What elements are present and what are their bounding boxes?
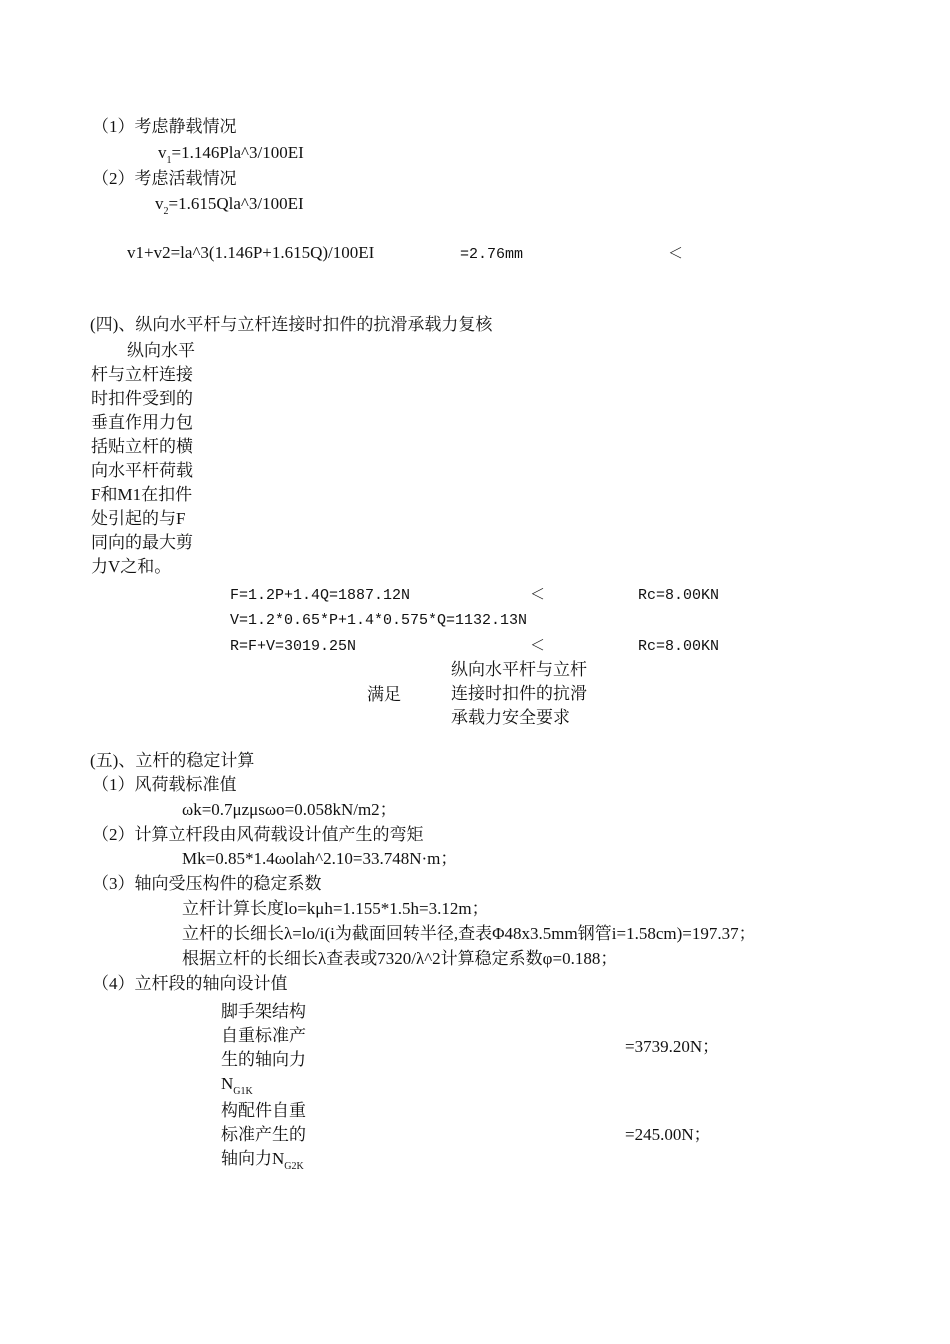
item-static-load: （1）考虑静载情况: [92, 117, 237, 136]
ng2k-line: 标准产生的: [221, 1125, 306, 1144]
desc-line: 杆与立杆连接: [91, 365, 193, 384]
v2-symbol: v: [155, 194, 164, 213]
ng2k-line: 构配件自重: [221, 1101, 306, 1120]
slenderness-formula: 立杆的长细长λ=lo/i(i为截面回转半径,查表Φ48x3.5mm钢管i=1.58cm)=197.37；: [182, 924, 756, 943]
desc-line: 处引起的与F: [91, 509, 186, 528]
v1-subscript: 1: [166, 155, 172, 166]
result-line: 纵向水平杆与立杆: [451, 660, 587, 679]
item-wind-moment: （2）计算立杆段由风荷载设计值产生的弯矩: [92, 825, 424, 844]
clamp-limit-1: Rc=8.00KN: [638, 587, 720, 604]
desc-line: F和M1在扣件: [91, 485, 193, 504]
ng1k-symbol-main: N: [221, 1074, 234, 1093]
ng1k-symbol: [221, 1072, 331, 1099]
result-line: 承载力安全要求: [451, 708, 570, 727]
ng1k-line: 生的轴向力: [221, 1050, 306, 1069]
desc-line: 垂直作用力包: [91, 413, 193, 432]
ng1k-description: [221, 1000, 331, 1099]
ng2k-description: [221, 1099, 331, 1174]
desc-line: 括贴立杆的横: [91, 437, 193, 456]
wind-load-formula: ωk=0.7μzμsωo=0.058kN/m2；: [182, 800, 397, 819]
deflection-sum-value: =2.76mm: [460, 246, 524, 263]
ng2k-value: =245.00N；: [625, 1125, 711, 1144]
section4-description: [91, 339, 215, 579]
ng2k-symbol: [221, 1147, 331, 1174]
deflection-sum-expression: v1+v2=la^3(1.146P+1.615Q)/100EI: [127, 243, 375, 262]
item-wind-load: （1）风荷载标准值: [92, 775, 237, 794]
clamp-limit-3: Rc=8.00KN: [638, 638, 720, 655]
clamp-compare-3: ＜: [530, 638, 546, 655]
clamp-shear-v: V=1.2*0.65*P+1.4*0.575*Q=1132.13N: [230, 612, 528, 629]
ng1k-line: 自重标准产: [221, 1026, 306, 1045]
v2-expression: =1.615Qla^3/100EI: [168, 194, 304, 213]
clamp-force-f: F=1.2P+1.4Q=1887.12N: [230, 587, 411, 604]
section5-title: (五)、立杆的稳定计算: [90, 751, 255, 770]
check-result-note: [451, 658, 621, 730]
item-stability-coefficient: （3）轴向受压构件的稳定系数: [92, 874, 322, 893]
v1-formula: [158, 142, 304, 167]
ng1k-symbol-sub: G1K: [233, 1086, 253, 1097]
desc-line: 时扣件受到的: [91, 389, 193, 408]
ng2k-symbol-sub: G2K: [284, 1161, 304, 1172]
item-axial-design-value: （4）立杆段的轴向设计值: [92, 974, 288, 993]
ng1k-value: =3739.20N；: [625, 1037, 720, 1056]
wind-moment-formula: Mk=0.85*1.4ωolah^2.10=33.748N·m；: [182, 849, 458, 868]
ng2k-symbol-main: 轴向力N: [221, 1149, 285, 1168]
clamp-compare-1: ＜: [530, 587, 546, 604]
desc-line: 向水平杆荷载: [91, 461, 193, 480]
v1-expression: =1.146Pla^3/100EI: [171, 143, 304, 162]
v1-symbol: v: [158, 143, 167, 162]
v2-formula: [155, 193, 304, 218]
v2-subscript: 2: [163, 206, 169, 217]
check-result-label: 满足: [367, 685, 401, 704]
desc-line: 力V之和。: [91, 557, 172, 576]
section4-title: (四)、纵向水平杆与立杆连接时扣件的抗滑承载力复核: [90, 315, 493, 334]
effective-length-formula: 立杆计算长度lo=kμh=1.155*1.5h=3.12m；: [182, 899, 489, 918]
clamp-total-r: R=F+V=3019.25N: [230, 638, 357, 655]
result-line: 连接时扣件的抗滑: [451, 684, 587, 703]
desc-line: 同向的最大剪: [91, 533, 193, 552]
stability-coefficient-formula: 根据立杆的长细长λ查表或7320/λ^2计算稳定系数φ=0.188；: [182, 949, 618, 968]
desc-line: 纵向水平: [127, 341, 195, 360]
ng1k-line: 脚手架结构: [221, 1002, 306, 1021]
deflection-compare-symbol: ＜: [668, 246, 684, 263]
item-live-load: （2）考虑活载情况: [92, 169, 237, 188]
